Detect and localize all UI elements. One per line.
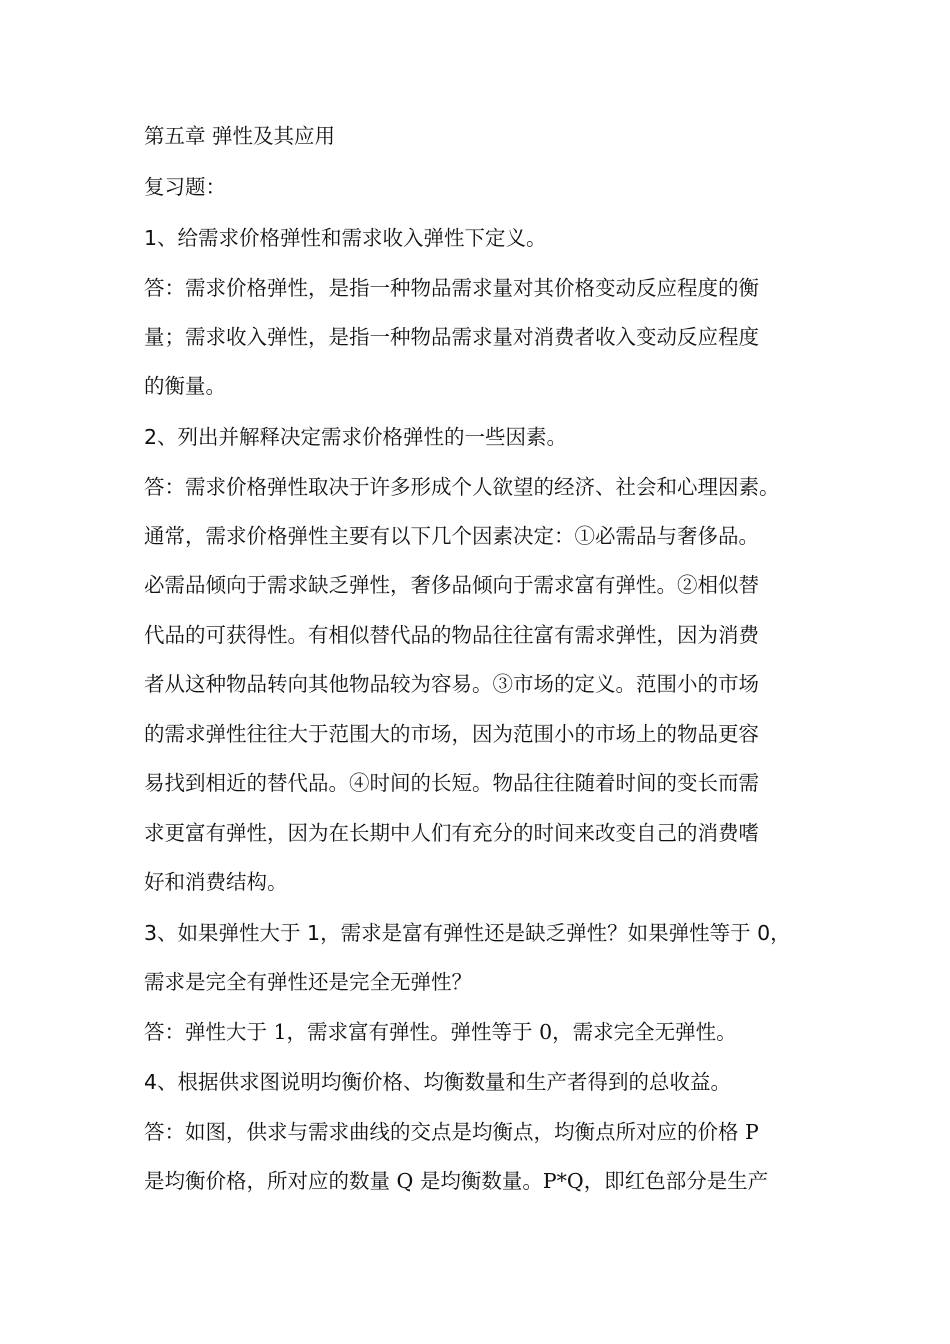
answer-1-line-1: 答：需求价格弹性，是指一种物品需求量对其价格变动反应程度的衡 [144, 276, 759, 300]
question-4: 4、根据供求图说明均衡价格、均衡数量和生产者得到的总收益。 [144, 1070, 732, 1094]
answer-2-line-9: 好和消费结构。 [144, 870, 288, 894]
answer-2-line-6: 的需求弹性往往大于范围大的市场，因为范围小的市场上的物品更容 [144, 722, 759, 746]
chapter-title: 第五章 弹性及其应用 [144, 124, 336, 148]
answer-2-line-8: 求更富有弹性，因为在长期中人们有充分的时间来改变自己的消费嗜 [144, 821, 759, 845]
answer-4-line-2: 是均衡价格，所对应的数量 Q 是均衡数量。P*Q，即红色部分是生产 [144, 1169, 769, 1193]
answer-4-line-1: 答：如图，供求与需求曲线的交点是均衡点，均衡点所对应的价格 P [144, 1120, 759, 1144]
answer-2-line-1: 答：需求价格弹性取决于许多形成个人欲望的经济、社会和心理因素。 [144, 475, 780, 499]
answer-3-line-1: 答：弹性大于 1，需求富有弹性。弹性等于 0，需求完全无弹性。 [144, 1020, 737, 1044]
question-3-line-1: 3、如果弹性大于 1，需求是富有弹性还是缺乏弹性？如果弹性等于 0， [144, 921, 791, 945]
answer-1-line-2: 量；需求收入弹性，是指一种物品需求量对消费者收入变动反应程度 [144, 325, 759, 349]
question-2: 2、列出并解释决定需求价格弹性的一些因素。 [144, 425, 568, 449]
section-heading: 复习题： [144, 175, 226, 199]
question-3-line-2: 需求是完全有弹性还是完全无弹性？ [144, 970, 472, 994]
answer-2-line-5: 者从这种物品转向其他物品较为容易。③市场的定义。范围小的市场 [144, 672, 759, 696]
answer-2-line-3: 必需品倾向于需求缺乏弹性，奢侈品倾向于需求富有弹性。②相似替 [144, 573, 759, 597]
answer-2-line-2: 通常，需求价格弹性主要有以下几个因素决定：①必需品与奢侈品。 [144, 524, 759, 548]
answer-2-line-4: 代品的可获得性。有相似替代品的物品往往富有需求弹性，因为消费 [144, 623, 759, 647]
answer-1-line-3: 的衡量。 [144, 374, 226, 398]
question-1: 1、给需求价格弹性和需求收入弹性下定义。 [144, 226, 547, 250]
answer-2-line-7: 易找到相近的替代品。④时间的长短。物品往往随着时间的变长而需 [144, 771, 759, 795]
